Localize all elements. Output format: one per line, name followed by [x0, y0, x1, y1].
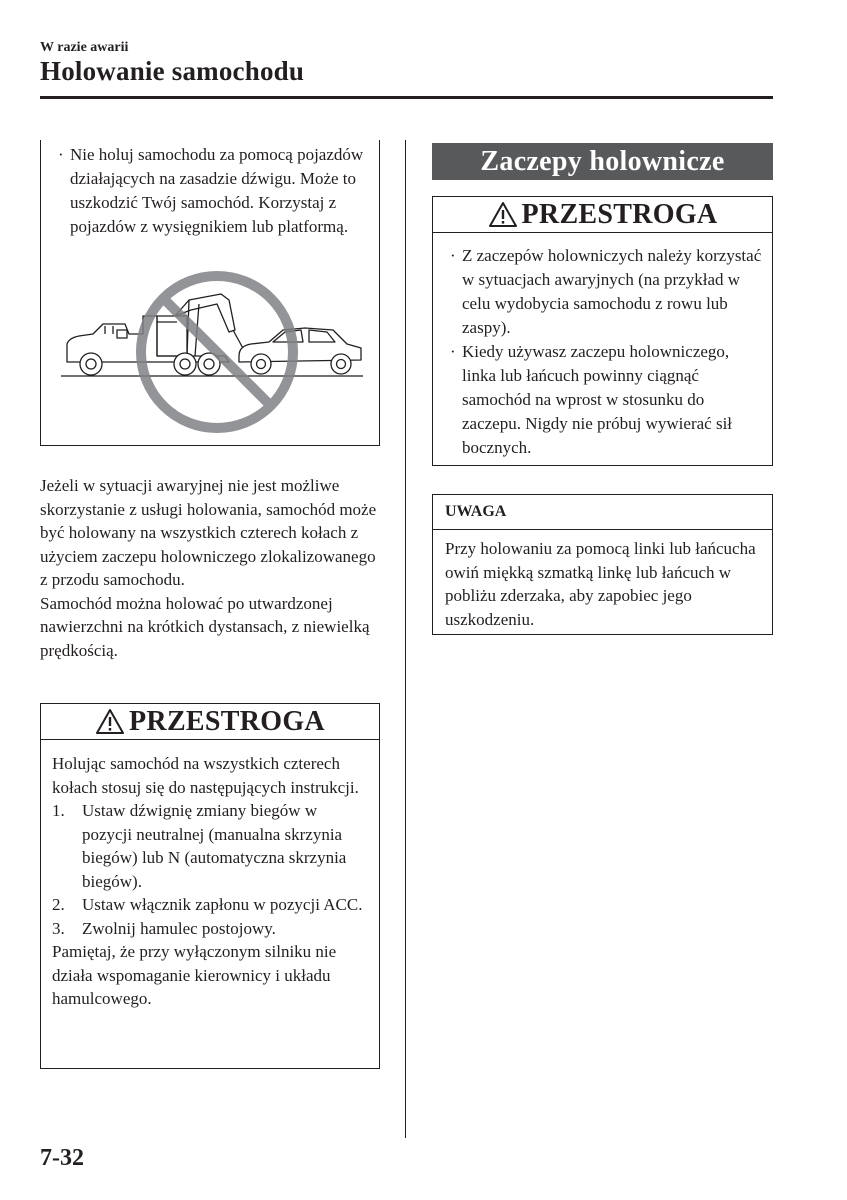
note-box	[432, 494, 773, 635]
step-number: 3.	[52, 918, 65, 938]
note-title: UWAGA	[433, 495, 772, 530]
warning-box-four-wheel-towing	[40, 703, 380, 1069]
step-text: Ustaw dźwignię zmiany biegów w pozycji neutralnej (manualna skrzynia biegów) lub N (automatyczna skrzynia biegów).	[82, 801, 347, 891]
step-text: Zwolnij hamulec postojowy.	[82, 918, 276, 938]
page-title: Holowanie samochodu	[40, 56, 305, 86]
warning-box-tow-hooks	[432, 196, 773, 466]
warning-body	[41, 740, 379, 1011]
warning-triangle-icon	[95, 708, 125, 735]
illustration-note-text: Nie holuj samochodu za pomocą pojazdów działających na zasadzie dźwigu. Może to uszkodzić Twój samochód. Korzystaj z pojazdów z wysięgnikiem lub platformą.	[70, 145, 364, 236]
step-item	[52, 917, 369, 941]
bullet-dot: ·	[58, 145, 64, 164]
warning-triangle-icon	[488, 201, 518, 228]
tow-truck-prohibited-illustration	[57, 260, 367, 440]
warning-bullet	[450, 340, 762, 460]
warning-title: PRZESTROGA	[521, 198, 718, 230]
warning-bullet	[450, 244, 762, 340]
illustration-box	[40, 140, 380, 446]
title-divider	[40, 96, 773, 99]
section-title-banner: Zaczepy holownicze	[432, 143, 773, 180]
step-number: 1.	[52, 801, 65, 820]
step-text: Ustaw włącznik zapłonu w pozycji ACC.	[82, 895, 363, 914]
warning-header	[41, 704, 379, 740]
step-number: 2.	[52, 895, 65, 914]
paragraph-emergency-towing: Jeżeli w sytuacji awaryjnej nie jest możliwe skorzystanie z usługi holowania, samochód może być holowany na wszystkich czterech kołach z użyciem zaczepu holowniczego zlokalizowanego z przodu samochodu.	[40, 476, 377, 589]
illustration-note	[58, 143, 368, 239]
page-number: 7-32	[40, 1145, 84, 1171]
warning-body	[433, 233, 772, 460]
note-text: Przy holowaniu za pomocą linki lub łańcucha owiń miękką szmatką linkę lub łańcuch w pobliżu zderzaka, aby zapobiec jego uszkodzeniu.	[445, 539, 756, 629]
step-item	[52, 799, 369, 893]
warning-bullet-text: Z zaczepów holowniczych należy korzystać w sytuacjach awaryjnych (na przykład w celu wydobycia samochodu z rowu lub zaspy).	[462, 246, 762, 337]
paragraph-towing-conditions: Samochód można holować po utwardzonej nawierzchni na krótkich dystansach, z niewielką prędkością.	[40, 593, 370, 660]
warning-title: PRZESTROGA	[129, 705, 325, 737]
step-item	[52, 893, 369, 917]
warning-outro: Pamiętaj, że przy wyłączonym silniku nie działa wspomaganie kierownicy i układu hamulcowego.	[52, 942, 337, 1008]
towing-description	[40, 474, 385, 662]
warning-bullet-text: Kiedy używasz zaczepu holowniczego, linka lub łańcuch powinny ciągnąć samochód na wprost w stosunku do zaczepu. Nigdy nie próbuj wywierać sił bocznych.	[462, 342, 733, 457]
column-divider	[405, 140, 406, 1138]
bullet-dot: ·	[450, 342, 456, 361]
warning-header	[433, 197, 772, 233]
section-label: W razie awarii	[40, 40, 129, 55]
warning-intro: Holując samochód na wszystkich czterech kołach stosuj się do następujących instrukcji.	[52, 754, 359, 797]
bullet-dot: ·	[450, 246, 456, 265]
